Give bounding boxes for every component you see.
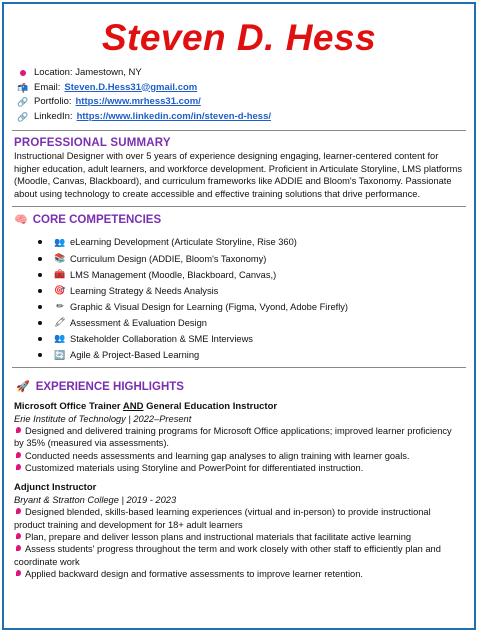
job-bullet-text: Designed and delivered training programs for Microsoft Office applications; improved learner proficiency by 35% (measured via assessments). [14,426,452,449]
job-bullet-text: Conducted needs assessments and learning gap analyses to align training with learner goals. [25,450,410,461]
people-icon: 👥 [54,236,66,247]
pin-icon [16,70,30,76]
job-meta: Bryant & Stratton College | 2019 - 2023 [14,495,177,506]
experience-heading [16,380,474,393]
location-value: Jamestown, NY [75,67,142,78]
link-icon: 🔗 [17,97,29,107]
pin-icon [16,427,21,433]
competency-item [38,250,474,266]
target-icon: 🎯 [54,285,66,296]
competency-item [38,347,474,363]
job-bullet [14,543,464,568]
job-meta: Erie Institute of Technology | 2022–Present [14,414,192,425]
experience-title: EXPERIENCE HIGHLIGHTS [35,380,184,393]
competencies-list [38,234,474,363]
pin-icon [16,545,21,551]
job-bullet-text: Designed blended, skills-based learning experiences (virtual and in-person) to provide instructional product training and development for 18+ adult learners [14,507,431,530]
competency-label: LMS Management (Moodle, Blackboard, Canvas,) [70,269,277,280]
bullet-dot [38,337,42,341]
mailbox-icon: 📬 [17,82,29,93]
job-bullet [14,450,464,462]
linkedin-label: LinkedIn: [34,110,73,122]
divider [12,206,466,207]
job-bullet [14,506,464,531]
bullet-dot [38,353,42,357]
contact-location [16,66,474,81]
competency-label: Stakeholder Collaboration & SME Interviews [70,333,253,344]
bullet-dot [38,321,42,325]
summary-text: Instructional Designer with over 5 years of experience designing engaging, learner-centered content for higher education, adult learners, and workforce development. Proficient in Articulate Storyline, LMS platforms (Moodle, Canvas, Blackboard), and curriculum frameworks like ADDIE and Bloom's Taxonomy. Passionate about using technology to create accessible and effective training solutions that drive performance. [14,151,463,199]
job-title-part: Microsoft Office Trainer [14,401,123,413]
pin-icon [16,570,21,576]
job-bullet [14,531,464,543]
email-link[interactable]: Steven.D.Hess31@gmail.com [64,81,198,93]
job-bullet [14,425,464,450]
divider [12,130,466,131]
bullet-dot [38,289,42,293]
job-entry [14,482,464,580]
job-bullet-text: Customized materials using Storyline and PowerPoint for differentiated instruction. [25,463,364,474]
competency-label: eLearning Development (Articulate Storyline, Rise 360) [70,237,297,248]
portfolio-label: Portfolio: [34,96,72,107]
competency-item [38,283,474,299]
competency-label: Agile & Project-Based Learning [70,350,200,361]
bullet-dot [38,305,42,309]
competency-item [38,267,474,283]
books-icon: 📚 [54,253,66,264]
pin-icon [16,452,21,458]
competency-item [38,331,474,347]
resume-page [2,2,476,630]
bullet-dot [38,240,42,244]
link-icon: 🔗 [17,111,29,122]
competency-label: Curriculum Design (ADDIE, Bloom's Taxonomy) [70,253,267,264]
competency-label: Assessment & Evaluation Design [70,317,207,328]
job-title-underlined: AND [122,401,144,413]
rocket-icon: 🚀 [16,381,30,394]
candidate-name: Steven D. Hess [101,17,377,58]
pencil-icon: ✏ [56,301,64,312]
crayon-icon: 🖍 [54,317,66,328]
contact-email [16,81,474,96]
job-title-part: General Education Instructor [143,401,278,413]
brain-icon: 🧠 [14,214,28,227]
pin-icon [16,533,21,539]
job-title [14,482,464,494]
job-bullet-text: Plan, prepare and deliver lesson plans and instructional materials that facilitate active learning [25,531,412,542]
toolbox-icon: 🧰 [54,269,66,280]
job-entry [14,401,464,474]
pin-icon [16,464,21,470]
competencies-heading [14,213,474,226]
job-bullet [14,462,464,474]
bullet-dot [38,257,42,261]
job-bullet-text: Assess students' progress throughout the term and work closely with other staff to efficiently plan and coordinate work [14,544,441,567]
job-bullet-text: Applied backward design and formative assessments to improve learner retention. [25,568,363,579]
portfolio-link[interactable]: https://www.mrhess31.com/ [75,96,201,107]
competencies-title: CORE COMPETENCIES [32,213,162,226]
competency-item [38,299,474,315]
competency-label: Graphic & Visual Design for Learning (Figma, Vyond, Adobe Firefly) [70,301,349,312]
bullet-dot [38,273,42,277]
job-title-part: Adjunct Instructor [14,482,97,494]
job-bullet [14,568,464,580]
cycle-icon: 🔄 [54,349,66,360]
summary-heading: PROFESSIONAL SUMMARY [14,137,171,149]
group-icon: 👥 [54,333,66,344]
email-label: Email: [34,81,61,93]
contact-portfolio [16,95,474,110]
contact-linkedin [16,110,474,125]
linkedin-link[interactable]: https://www.linkedin.com/in/steven-d-hess/ [76,110,271,122]
experience-list [4,401,474,580]
divider [12,367,466,368]
pin-icon [16,508,21,514]
competency-label: Learning Strategy & Needs Analysis [70,285,219,296]
location-label: Location: [34,67,73,78]
job-title [14,401,464,413]
competency-item [38,234,474,250]
contact-block [16,66,474,124]
competency-item [38,315,474,331]
